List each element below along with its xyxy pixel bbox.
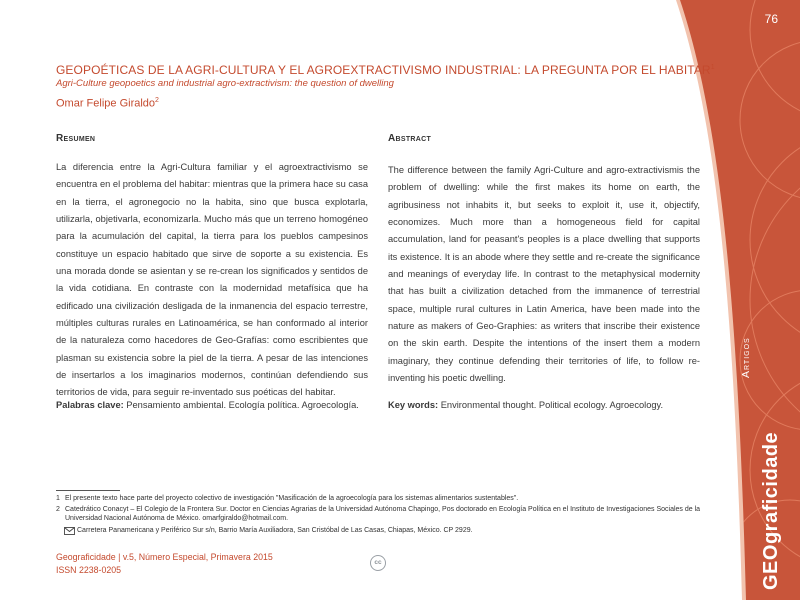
footnote-1-number: 1 [56,495,60,502]
abstract-keywords [388,397,700,414]
resumen-keywords-text: Pensamiento ambiental. Ecología política. Agroecología. [123,400,359,410]
envelope-icon [64,527,75,535]
author-footnote-ref[interactable]: 2 [155,97,159,104]
footer-citation: Geograficidade | v.5, Número Especial, Primavera 2015 [56,552,273,562]
footnote-2-text: Catedrático Conacyt – El Colegio de la Frontera Sur. Doctor en Ciencias Agrarias de la Universidad Autónoma Chapingo, Pos doctorado en Ecología Política en el Instituto de Investigaciones Sociales de la Universidad Nacional Autónoma de México. omarfgiraldo@hotmail.com. [65,506,701,522]
title-footnote-ref[interactable]: 1 [710,64,715,71]
article-subtitle: Agri-Culture geopoetics and industrial agro-extractivism: the question of dwelling [56,78,394,89]
author-name-text: Omar Felipe Giraldo [56,97,156,110]
author-name [56,97,356,110]
footer-issn: ISSN 2238-0205 [56,565,122,575]
article-title [56,63,716,77]
footnote-2-address-text: Carretera Panamericana y Periférico Sur s/n, Barrio María Auxiliadora, San Cristóbal de Las Casas, Chiapas, México. CP 2929. [77,527,473,534]
footnote-1-text: El presente texto hace parte del proyecto colectivo de investigación "Masificación de la agroecología para los sistemas alimentarios sustentables". [65,495,519,502]
journal-brand: GEOgraficidade [760,431,782,590]
abstract-keywords-text: Environmental thought. Political ecology. Agroecology. [438,400,664,410]
page-number: 76 [764,12,778,26]
footnote-2-address [56,526,716,536]
abstract-body: The difference between the family Agri-Culture and agro-extractivismis the problem of dwelling: while the first makes its home on earth, the agribusiness not inhabits it, but seeks to exploit it, use it, objectify, economizes. Much more than a homogeneous field for capital accumulation, land for peasant's peoples is a place dwelling that supports its existence. It is an abode where they settle and re-create the significance and meanings of everyday life. In contrast to the metaphysical modernity that has built a civilization detached from the immanence of terrestrial space, multiple rural cultures in Latin America, have been made into the nature as makers of Geo-Graphies: as writers that inscribe their existence on the skin earth. Despite the intentions of the insert them a modern imaginary, they continue defending their territories of life, to follow re-inventing his poetic dwelling. [388,165,700,384]
footnote-2 [56,505,716,523]
footnote-divider [56,490,120,491]
abstract-heading: Abstract [388,133,432,144]
resumen-heading: Resumen [56,133,96,144]
article-title-text: GEOPOÉTICAS DE LA AGRI-CULTURA Y EL AGROEXTRACTIVISMO INDUSTRIAL: LA PREGUNTA POR EL HABITAR [56,63,711,77]
resumen-keywords [56,397,368,414]
resumen-body: La diferencia entre la Agri-Cultura familiar y el agroextractivismo se encuentra en el problema del habitar: mientras que la primera hace su casa en la tierra, el agronegocio no la habita, sino que busca explotarla, utilizarla, objetivarla, economizarla. Mucho más que un terreno homogéneo para la acumulación del capital, la tierra para los pueblos campesinos constituye un espacio habitado que sirve de soporte a su existencia. Es una morada donde se asientan y se re-crean los significados y sentidos de la vida cotidiana. En contraste con la modernidad metafísica que ha edificado una civilización desligada de la inmanencia del espacio terrestre, múltiples culturas rurales en Latinoamérica, se han conformado al interior de la naturaleza como hacedores de Geo-Grafías: como escribientes que plasman su existencia sobre la piel de la tierra. A pesar de las intenciones de insertarlos a los imaginarios modernos, continúan defendiendo sus territorios de vida, para seguir re-inventado sus poéticas del habitar. [56,162,368,398]
abstract-keywords-label: Key words: [388,400,439,410]
footnote-2-number: 2 [56,506,60,513]
footnote-1 [56,494,716,503]
section-label: Artigos [740,337,752,378]
creative-commons-icon[interactable]: cc [370,555,386,571]
resumen-keywords-label: Palabras clave: [56,400,124,410]
